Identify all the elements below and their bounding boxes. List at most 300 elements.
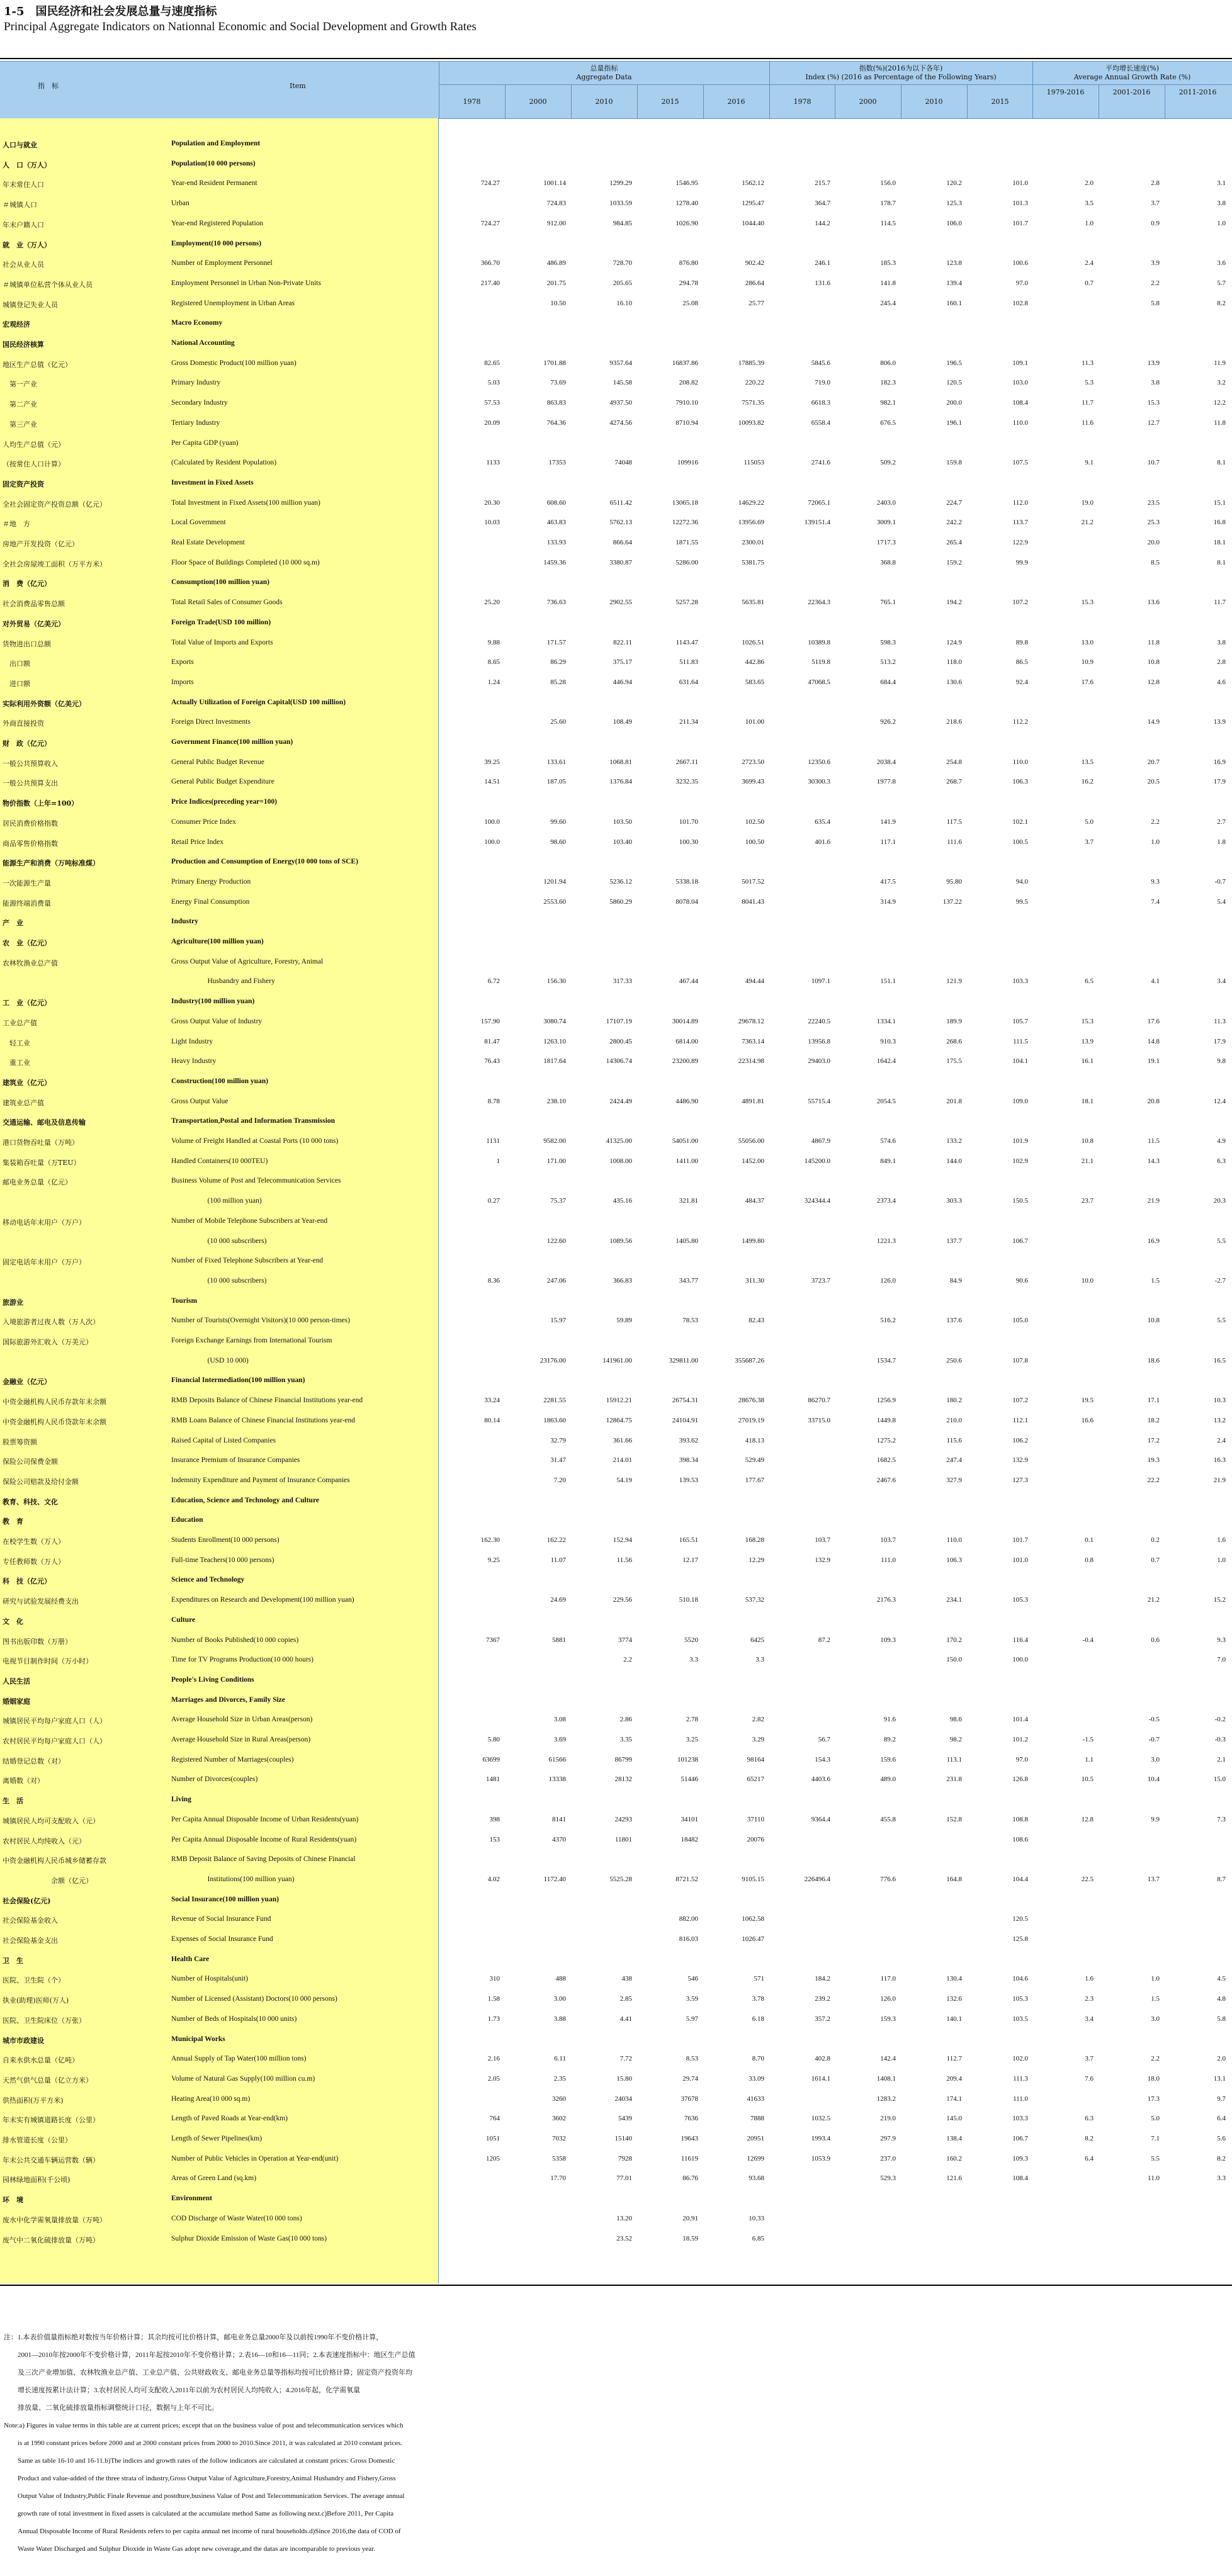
row-value: 122.60 <box>546 1237 566 1245</box>
row-value: 89.2 <box>883 1736 896 1743</box>
row-value: 116.4 <box>1012 1636 1028 1644</box>
header-year: 2010 <box>595 98 613 106</box>
row-value: 1.8 <box>1217 838 1226 846</box>
row-value: 1408.1 <box>876 2074 896 2083</box>
row-value: 1033.59 <box>609 200 632 208</box>
row-value: 55715.4 <box>808 1097 830 1105</box>
row-value: 4.5 <box>1217 1975 1226 1983</box>
row-value: 1.0 <box>1085 219 1094 227</box>
row-label-en: Number of Mobile Telephone Subscribers at Year-end <box>171 1217 328 1225</box>
row-value: 2.2 <box>1151 2055 1160 2063</box>
note-line: Waste Water Discharged and Sulphur Dioxide in Waste Gas adopt new coverage,and the datas are incomparable to previous year. <box>4 2545 375 2553</box>
row-value: 5525.28 <box>609 1875 632 1883</box>
row-value: 2800.45 <box>609 1037 632 1045</box>
row-label-zh: 婚姻家庭 <box>3 1697 30 1706</box>
row-value: 111.3 <box>1013 2074 1028 2083</box>
row-value: 822.11 <box>613 638 632 646</box>
row-label-en: Consumer Price Index <box>171 818 236 826</box>
row-value: 218.6 <box>946 718 962 726</box>
row-value: 0.27 <box>487 1197 500 1205</box>
row-value: 109.1 <box>1012 359 1028 367</box>
row-value: 137.7 <box>946 1237 962 1245</box>
row-value: 133.93 <box>546 539 566 546</box>
row-value: 159.8 <box>946 459 962 467</box>
row-value: 33.09 <box>749 2074 764 2083</box>
row-label-en: Average Household Size in Urban Areas(person) <box>171 1716 313 1724</box>
note-line: 注：1.本表价值量指标绝对数按当年价格计算；其余均按可比价格计算，邮电业务总量2000年及以前按1990年不变价格计算， <box>4 2334 383 2341</box>
row-value: 2.3 <box>1085 1995 1094 2003</box>
row-label-zh: 进口额 <box>3 679 30 688</box>
row-value: 54.19 <box>616 1476 632 1484</box>
row-label-zh: 园林绿地面积(千公顷) <box>3 2176 71 2185</box>
row-value: 6.3 <box>1085 2115 1094 2123</box>
row-value: 1.5 <box>1151 1995 1160 2003</box>
row-value: 106.7 <box>1012 1237 1028 1245</box>
row-value: 10.5 <box>1081 1775 1094 1784</box>
header-year: 1979-2016 <box>1046 88 1085 96</box>
row-value: 104.6 <box>1012 1975 1028 1983</box>
row-value: 5.5 <box>1217 1237 1226 1245</box>
row-value: 1376.84 <box>609 778 632 786</box>
row-value: 10.8 <box>1081 1137 1094 1145</box>
row-label-en: (USD 10 000) <box>171 1356 249 1364</box>
row-value: 102.9 <box>1012 1157 1028 1165</box>
row-label-zh: 文 化 <box>3 1617 23 1626</box>
row-value: 109.0 <box>1012 1097 1028 1105</box>
row-value: 1044.40 <box>742 219 764 227</box>
row-value: 12.7 <box>1147 419 1160 427</box>
row-value: 926.2 <box>880 718 896 726</box>
row-value: 1.0 <box>1217 219 1226 227</box>
row-label-en: Real Estate Development <box>171 539 245 546</box>
row-value: 108.8 <box>1012 1815 1028 1823</box>
row-value: 398.34 <box>679 1456 698 1465</box>
row-value: 3.4 <box>1085 2015 1094 2023</box>
row-value: 0.2 <box>1151 1536 1160 1544</box>
row-value: 28676.38 <box>738 1397 764 1405</box>
row-label-en: Price Indices(preceding year=100) <box>171 798 277 806</box>
row-value: 24293 <box>614 1815 632 1823</box>
row-value: 314.9 <box>880 897 896 906</box>
row-value: 2.16 <box>487 2055 500 2063</box>
row-value: 170.2 <box>946 1636 962 1644</box>
row-value: 366.83 <box>613 1276 632 1285</box>
row-value: 494.44 <box>745 977 764 986</box>
row-value: 103.7 <box>815 1536 830 1544</box>
row-label-zh: 对外贸易（亿美元） <box>3 619 65 628</box>
row-label-zh: 研究与试验发展经费支出 <box>3 1597 79 1606</box>
row-value: 59.89 <box>616 1317 632 1325</box>
row-value: 631.64 <box>679 678 698 686</box>
row-label-en: General Public Budget Revenue <box>171 758 264 766</box>
row-value: 112.0 <box>1012 498 1028 507</box>
row-value: 3.9 <box>1151 259 1160 267</box>
row-value: 15.1 <box>1213 498 1226 507</box>
row-value: 393.62 <box>679 1436 698 1444</box>
row-value: 86.29 <box>550 658 566 666</box>
row-value: 19.3 <box>1147 1456 1160 1465</box>
row-label-zh: 金融业（亿元） <box>3 1378 51 1386</box>
row-value: 4403.6 <box>811 1775 830 1784</box>
row-value: 16837.86 <box>672 359 698 367</box>
row-value: 3.6 <box>1217 259 1226 267</box>
header-column-line <box>505 85 506 118</box>
row-value: 194.2 <box>946 599 962 607</box>
row-value: 982.1 <box>880 399 896 407</box>
row-value: 73.69 <box>550 379 566 387</box>
row-value: 3.29 <box>752 1736 764 1743</box>
header-growth-en: Average Annual Growth Rate (%) <box>1073 73 1191 81</box>
row-value: 8.36 <box>487 1276 500 1285</box>
row-value: 18482 <box>681 1835 698 1843</box>
row-value: 7928 <box>618 2154 632 2163</box>
row-value: 217.40 <box>480 279 500 287</box>
row-value: 398 <box>489 1815 500 1823</box>
row-label-en: (10 000 subscribers) <box>171 1276 267 1285</box>
row-value: 107.5 <box>1012 459 1028 467</box>
row-value: 20.3 <box>1213 1197 1226 1205</box>
row-value: 764 <box>489 2115 500 2123</box>
row-value: 1299.29 <box>609 179 632 188</box>
row-value: 106.0 <box>946 219 962 227</box>
row-value: 109.3 <box>880 1636 896 1644</box>
row-value: 1.5 <box>1151 1276 1160 1285</box>
row-value: 4486.90 <box>675 1097 698 1105</box>
row-label-en: Floor Space of Buildings Completed (10 000 sq.m) <box>171 558 320 566</box>
row-value: 1614.1 <box>811 2074 830 2083</box>
row-value: 157.90 <box>480 1017 500 1025</box>
row-label-zh: 农村居民人均纯收入（元） <box>3 1836 86 1845</box>
row-value: 5439 <box>618 2115 632 2123</box>
row-label-zh: 保险公司保费金额 <box>3 1458 58 1466</box>
row-value: 10.8 <box>1147 1317 1160 1325</box>
row-value: 13.6 <box>1147 599 1160 607</box>
row-value: 355687.26 <box>735 1356 764 1364</box>
row-value: 14.51 <box>484 778 500 786</box>
row-value: 366.70 <box>480 259 500 267</box>
row-value: 736.63 <box>546 599 566 607</box>
row-value: 8.1 <box>1217 558 1226 566</box>
row-value: 529.49 <box>745 1456 764 1465</box>
row-value: 343.77 <box>679 1276 698 1285</box>
row-value: 156.30 <box>546 977 566 986</box>
row-value: 106.7 <box>1012 2135 1028 2142</box>
note-line: growth rate of total investment in fixed assets is calculated at the accumulate method Same as following next.c)Before 2011, Per Capita <box>4 2510 394 2517</box>
row-value: 3.08 <box>553 1716 566 1724</box>
row-value: 29.74 <box>682 2074 698 2083</box>
row-value: 11.07 <box>550 1556 566 1564</box>
row-value: 489.0 <box>880 1775 896 1784</box>
row-value: 1032.5 <box>811 2115 830 2123</box>
row-value: 1143.47 <box>675 638 698 646</box>
row-value: 910.3 <box>880 1037 896 1045</box>
header-year: 2000 <box>529 98 547 106</box>
row-value: 95.80 <box>946 877 962 886</box>
row-value: 1993.4 <box>811 2135 830 2142</box>
row-value: 6.18 <box>752 2015 764 2023</box>
row-value: 3.88 <box>553 2015 566 2023</box>
row-value: 1562.12 <box>742 179 764 188</box>
row-value: 2300.01 <box>742 539 764 546</box>
row-value: 11.0 <box>1148 2174 1160 2183</box>
row-value: 3.3 <box>689 1656 698 1664</box>
row-label-en: Local Government <box>171 519 226 527</box>
row-value: 23.52 <box>616 2234 632 2242</box>
row-value: 133.61 <box>546 758 566 766</box>
row-value: 17.70 <box>550 2174 566 2183</box>
row-value: 2.8 <box>1151 179 1160 188</box>
row-value: 2373.4 <box>876 1197 896 1205</box>
row-value: 2.2 <box>623 1656 632 1664</box>
row-value: 8.78 <box>487 1097 500 1105</box>
row-value: 130.4 <box>946 1975 962 1983</box>
row-value: 1097.1 <box>811 977 830 986</box>
row-label-zh: 社会消费品零售总额 <box>3 600 65 609</box>
row-value: 154.3 <box>815 1755 830 1763</box>
row-value: 6618.3 <box>811 399 830 407</box>
row-value: 3.3 <box>1217 2174 1226 2183</box>
row-value: 13.2 <box>1213 1416 1226 1424</box>
row-value: 127.3 <box>1012 1476 1028 1484</box>
row-label-zh: 执业(助理)医师(万人) <box>3 1996 69 2005</box>
row-value: 8041.43 <box>742 897 764 906</box>
row-value: 12.29 <box>749 1556 764 1564</box>
row-value: 21.1 <box>1081 1157 1094 1165</box>
row-value: 74048 <box>614 459 632 467</box>
row-value: 15.97 <box>550 1317 566 1325</box>
row-value: 15140 <box>614 2135 632 2142</box>
row-value: 160.2 <box>946 2154 962 2163</box>
row-value: 7571.35 <box>742 399 764 407</box>
row-value: 1817.64 <box>543 1057 566 1066</box>
row-value: 329811.00 <box>669 1356 698 1364</box>
row-value: 98.60 <box>550 838 566 846</box>
row-value: 8141 <box>552 1815 566 1823</box>
row-label-zh: 中资金融机构人民币贷款年末余额 <box>3 1417 106 1426</box>
row-value: 94.0 <box>1015 877 1028 886</box>
row-value: -0.2 <box>1214 1716 1226 1724</box>
row-label-en: National Accounting <box>171 339 235 347</box>
row-value: 205.65 <box>613 279 632 287</box>
row-label-en: Primary Industry <box>171 379 221 387</box>
row-label-zh: 保险公司赔款及给付金额 <box>3 1477 79 1486</box>
row-value: 764.36 <box>546 419 566 427</box>
row-value: 401.6 <box>815 838 830 846</box>
row-label-en: Volume of Freight Handled at Coastal Ports (10 000 tons) <box>171 1137 339 1145</box>
row-label-en: Handled Containers(10 000TEU) <box>171 1157 268 1165</box>
row-value: 7636 <box>684 2115 698 2123</box>
row-value: 5236.12 <box>609 877 632 886</box>
row-value: 101.70 <box>679 818 698 826</box>
row-value: 3009.1 <box>876 519 896 527</box>
row-label-zh: 农林牧渔业总产值 <box>3 959 58 967</box>
row-value: 1068.81 <box>609 758 632 766</box>
row-value: 0.6 <box>1151 1636 1160 1644</box>
row-value: -1.5 <box>1082 1736 1094 1743</box>
row-value: 17.6 <box>1147 1017 1160 1025</box>
row-value: 10.0 <box>1081 1276 1094 1285</box>
row-value: 12.4 <box>1213 1097 1226 1105</box>
row-value: 863.83 <box>546 399 566 407</box>
row-value: 26754.31 <box>672 1397 698 1405</box>
row-value: 4.41 <box>619 2015 632 2023</box>
row-label-en: Employment(10 000 persons) <box>171 239 262 247</box>
row-value: 1 <box>496 1157 500 1165</box>
row-value: 120.5 <box>1012 1915 1028 1923</box>
row-label-en: Light Industry <box>171 1037 213 1045</box>
row-value: 56.7 <box>818 1736 830 1743</box>
row-label-zh: 中资金融机构人民币存款年末余额 <box>3 1398 106 1407</box>
row-value: 5.0 <box>1151 2115 1160 2123</box>
row-value: 3.78 <box>752 1995 764 2003</box>
row-label-en: Husbandry and Fishery <box>171 977 275 986</box>
row-label-zh: 年末户籍人口 <box>3 220 44 229</box>
row-value: 486.89 <box>546 259 566 267</box>
row-value: 125.3 <box>946 200 962 208</box>
row-value: 139151.4 <box>804 519 830 527</box>
row-value: 9.3 <box>1151 877 1160 886</box>
row-value: 2.2 <box>1151 818 1160 826</box>
row-label-en: RMB Deposits Balance of Chinese Financial Institutions year-end <box>171 1397 363 1405</box>
row-value: 6425 <box>750 1636 764 1644</box>
row-value: 13.1 <box>1213 2074 1226 2083</box>
row-value: 14.3 <box>1147 1157 1160 1165</box>
row-value: 4867.9 <box>811 1137 830 1145</box>
row-value: 120.2 <box>946 179 962 188</box>
row-label-en: Exports <box>171 658 194 666</box>
row-value: 1256.9 <box>876 1397 896 1405</box>
row-value: 13.9 <box>1081 1037 1094 1045</box>
header-year: 2001-2016 <box>1112 88 1151 96</box>
row-value: 105.3 <box>1012 1995 1028 2003</box>
row-value: 2.8 <box>1217 658 1226 666</box>
row-label-zh: 地区生产总值（亿元） <box>3 360 72 369</box>
note-line: 排放量、二氧化硫排放量指标调整统计口径，数据与上年不可比。 <box>4 2404 218 2412</box>
row-value: 3232.35 <box>675 778 698 786</box>
row-value: 14.9 <box>1147 718 1160 726</box>
row-value: 23.7 <box>1081 1197 1094 1205</box>
row-label-en: Agriculture(100 million yuan) <box>171 938 264 945</box>
row-label-en: Education, Science and Technology and Culture <box>171 1496 319 1504</box>
row-label-zh: 重工业 <box>3 1059 30 1067</box>
row-value: 327.9 <box>946 1476 962 1484</box>
row-value: 21.9 <box>1213 1476 1226 1484</box>
row-value: 13338 <box>548 1775 566 1784</box>
row-value: 5.03 <box>487 379 500 387</box>
row-value: 13.7 <box>1147 1875 1160 1883</box>
row-label-en: Number of Beds of Hospitals(10 000 units) <box>171 2015 297 2023</box>
row-label-en: Transportation,Postal and Information Transmission <box>171 1117 336 1125</box>
row-value: 86.5 <box>1015 658 1028 666</box>
row-value: 5635.81 <box>742 599 764 607</box>
row-value: 3.0 <box>1151 1755 1160 1763</box>
row-value: 1.0 <box>1217 1556 1226 1564</box>
row-label-en: Industry <box>171 918 198 926</box>
row-value: 7.1 <box>1151 2135 1160 2142</box>
row-value: 33715.0 <box>808 1416 830 1424</box>
row-value: 3.7 <box>1151 200 1160 208</box>
row-value: 2.78 <box>686 1716 698 1724</box>
row-value: 5.80 <box>487 1736 500 1743</box>
row-value: 107.8 <box>1012 1356 1028 1364</box>
row-value: 446.94 <box>613 678 632 686</box>
row-value: 324344.4 <box>804 1197 830 1205</box>
row-label-en: Secondary Industry <box>171 399 228 407</box>
row-value: 100.0 <box>1012 1656 1028 1664</box>
row-value: 113.1 <box>946 1755 962 1763</box>
row-value: 208.82 <box>679 379 698 387</box>
row-label-en: Consumption(100 million yuan) <box>171 578 269 587</box>
row-value: 1.58 <box>487 1995 500 2003</box>
row-value: 7888 <box>750 2115 764 2123</box>
row-value: 364.7 <box>815 200 830 208</box>
row-value: 115053 <box>743 459 764 467</box>
row-label-zh: 国际旅游外汇收入（万美元） <box>3 1338 93 1346</box>
row-label-zh: 一般公共预算支出 <box>3 779 58 788</box>
row-value: 6.72 <box>487 977 500 986</box>
row-value: 1.6 <box>1085 1975 1094 1983</box>
row-value: 7363.14 <box>742 1037 764 1045</box>
row-value: 1275.2 <box>876 1436 896 1444</box>
row-value: 724.27 <box>480 219 500 227</box>
row-value: 234.1 <box>946 1596 962 1604</box>
row-value: 6.4 <box>1085 2154 1094 2163</box>
row-value: 2.86 <box>619 1716 632 1724</box>
row-label-en: (Calculated by Resident Population) <box>171 459 277 467</box>
row-value: 488 <box>555 1975 566 1983</box>
row-value: 438 <box>621 1975 632 1983</box>
row-value: 5.3 <box>1085 379 1094 387</box>
row-label-en: Science and Technology <box>171 1576 245 1584</box>
row-value: 103.0 <box>1012 379 1028 387</box>
row-value: -2.7 <box>1214 1276 1226 1285</box>
row-label-en: Macro Economy <box>171 319 223 327</box>
row-value: 117.0 <box>880 1975 896 1983</box>
row-value: 63699 <box>482 1755 500 1763</box>
row-value: -0.7 <box>1148 1736 1160 1743</box>
row-value: 866.64 <box>613 539 632 546</box>
note-line: Note:a) Figures in value terms in this table are at current prices; except that on the business value of post and telecommunication services which <box>4 2422 404 2429</box>
row-value: 1001.14 <box>543 179 566 188</box>
row-value: 4937.50 <box>609 399 632 407</box>
row-value: 101.2 <box>1012 1736 1028 1743</box>
row-label-zh: 卫 生 <box>3 1956 23 1965</box>
row-value: 90.6 <box>1015 1276 1028 1285</box>
header-year: 2015 <box>661 98 679 106</box>
row-value: 2054.5 <box>876 1097 896 1105</box>
row-label-zh: 医院、卫生院（个） <box>3 1976 65 1985</box>
row-value: 224.7 <box>946 498 962 507</box>
row-value: 1452.00 <box>742 1157 764 1165</box>
row-value: 177.67 <box>745 1476 764 1484</box>
row-value: 141.9 <box>880 818 896 826</box>
row-value: 16.9 <box>1213 758 1226 766</box>
row-value: 3.1 <box>1217 179 1226 188</box>
row-value: 108.4 <box>1012 399 1028 407</box>
row-label-en: Total Retail Sales of Consumer Goods <box>171 599 283 607</box>
row-value: 51446 <box>681 1775 698 1784</box>
row-value: 159.2 <box>946 558 962 566</box>
row-value: 7.3 <box>1217 1815 1226 1823</box>
row-value: 1642.4 <box>876 1057 896 1066</box>
header-indicator-zh: 指 标 <box>38 82 59 90</box>
row-value: 12699 <box>747 2154 764 2163</box>
row-value: 20.09 <box>484 419 500 427</box>
row-value: 110.0 <box>1012 419 1028 427</box>
row-value: 368.8 <box>880 558 896 566</box>
row-label-zh: 人 口（万人） <box>3 160 51 169</box>
row-value: 124.9 <box>946 638 962 646</box>
